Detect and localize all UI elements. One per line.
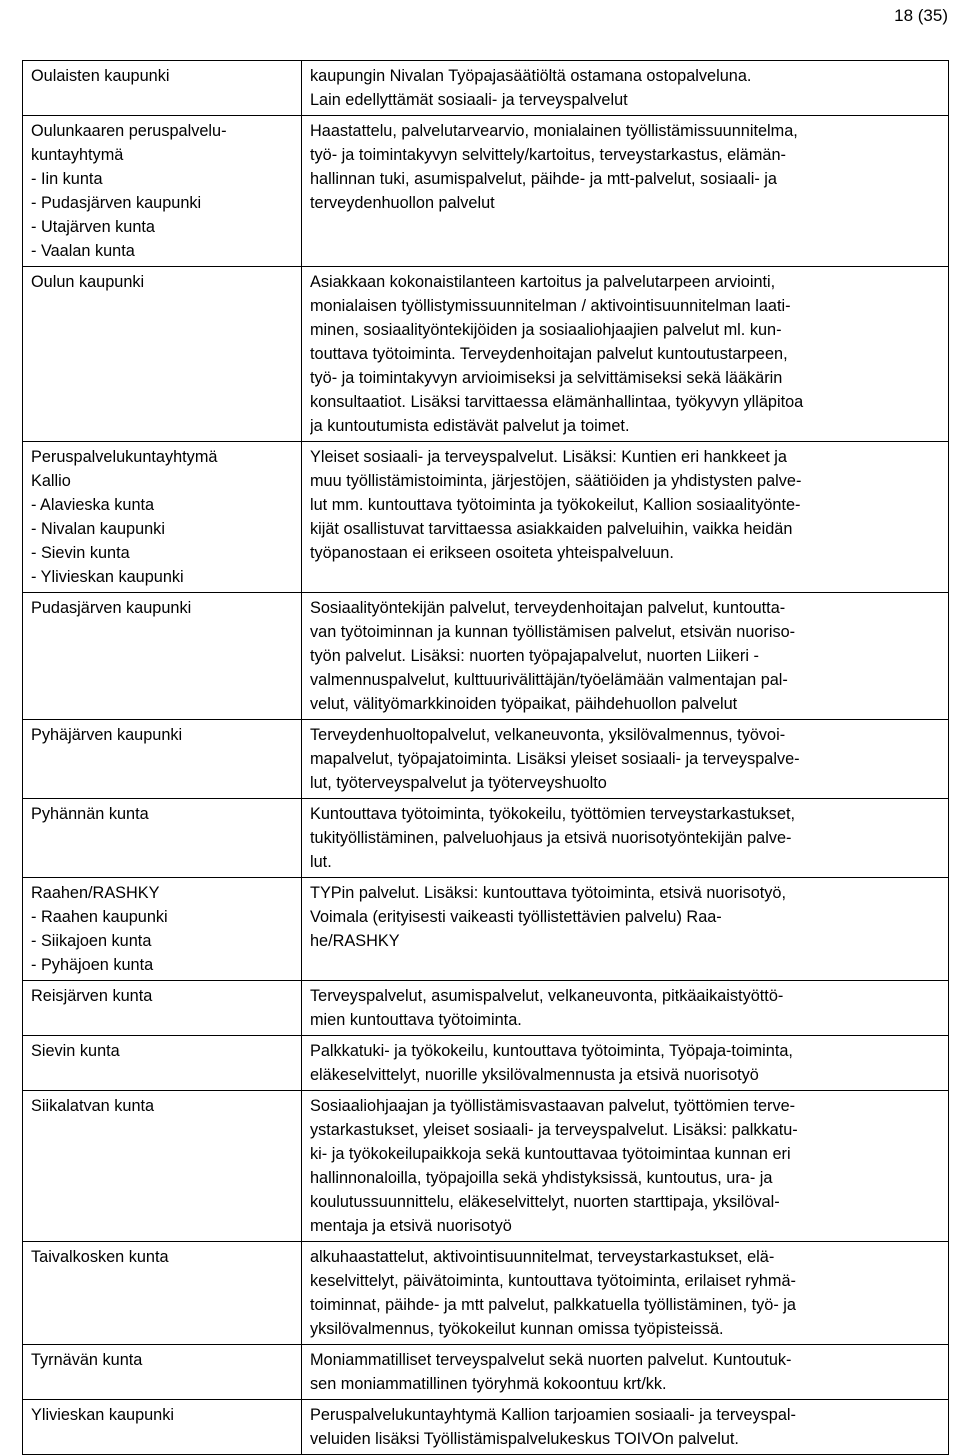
blank-line bbox=[31, 1317, 295, 1341]
municipality-line: Raahen/RASHKY bbox=[31, 884, 160, 902]
table-row bbox=[23, 593, 949, 720]
service-line: työpanostaan ei erikseen osoiteta yhteispalveluun. bbox=[310, 544, 674, 562]
municipality-cell bbox=[23, 799, 302, 878]
blank-line bbox=[31, 1190, 295, 1214]
municipality-cell bbox=[23, 61, 302, 116]
municipality-cell bbox=[23, 878, 302, 981]
service-line: Voimala (erityisesti vaikeasti työllistettävien palvelu) Raa- bbox=[310, 908, 722, 926]
service-line: mapalvelut, työpajatoiminta. Lisäksi yleiset sosiaali- ja terveyspalve- bbox=[310, 750, 800, 768]
municipality-line: - Alavieska kunta bbox=[31, 496, 155, 514]
service-line: hallinnan tuki, asumispalvelut, päihde- ja mtt-palvelut, sosiaali- ja bbox=[310, 170, 777, 188]
blank-line bbox=[31, 1008, 295, 1032]
municipality-line: Pyhännän kunta bbox=[31, 805, 149, 823]
services-cell bbox=[302, 1242, 949, 1345]
blank-line bbox=[31, 668, 295, 692]
service-line: koulutussuunnittelu, eläkeselvittelyt, nuorten starttipaja, yksilöval- bbox=[310, 1193, 780, 1211]
blank-line bbox=[31, 1293, 295, 1317]
municipality-cell bbox=[23, 720, 302, 799]
services-cell bbox=[302, 116, 949, 267]
table-row bbox=[23, 720, 949, 799]
table-body bbox=[23, 61, 949, 1455]
service-line: ystarkastukset, yleiset sosiaali- ja terveyspalvelut. Lisäksi: palkkatu- bbox=[310, 1121, 798, 1139]
table-row bbox=[23, 1242, 949, 1345]
service-line: kijät osallistuvat tarvittaessa asiakkaiden palveluihin, vaikka heidän bbox=[310, 520, 793, 538]
service-line: sen moniammatillinen työryhmä kokoontuu krt/kk. bbox=[310, 1375, 667, 1393]
blank-line bbox=[31, 620, 295, 644]
service-line: Asiakkaan kokonaistilanteen kartoitus ja palvelutarpeen arviointi, bbox=[310, 273, 776, 291]
table-row bbox=[23, 878, 949, 981]
service-line: he/RASHKY bbox=[310, 932, 400, 950]
table-row bbox=[23, 1091, 949, 1242]
services-cell bbox=[302, 981, 949, 1036]
service-line: konsultaatiot. Lisäksi tarvittaessa elämänhallintaa, työkyvyn ylläpitoa bbox=[310, 393, 804, 411]
municipality-line: - Raahen kaupunki bbox=[31, 908, 168, 926]
municipality-cell bbox=[23, 593, 302, 720]
service-line: työn palvelut. Lisäksi: nuorten työpajapalvelut, nuorten Liikeri - bbox=[310, 647, 759, 665]
blank-line bbox=[31, 747, 295, 771]
service-line: lut, työterveyspalvelut ja työterveyshuolto bbox=[310, 774, 607, 792]
service-line: Lain edellyttämät sosiaali- ja terveyspalvelut bbox=[310, 91, 628, 109]
service-line: toiminnat, päihde- ja mtt palvelut, palkkatuella työllistäminen, työ- ja bbox=[310, 1296, 796, 1314]
service-line: työ- ja toimintakyvyn arvioimiseksi ja selvittämiseksi sekä lääkärin bbox=[310, 369, 783, 387]
municipality-line: Pudasjärven kaupunki bbox=[31, 599, 192, 617]
blank-line bbox=[31, 390, 295, 414]
service-line: Terveyspalvelut, asumispalvelut, velkaneuvonta, pitkäaikaistyöttö- bbox=[310, 987, 784, 1005]
blank-line bbox=[31, 1427, 295, 1451]
municipality-line: Oulun kaupunki bbox=[31, 273, 145, 291]
municipality-cell bbox=[23, 442, 302, 593]
service-line: työ- ja toimintakyvyn selvittely/kartoitus, terveystarkastus, elämän- bbox=[310, 146, 786, 164]
municipality-line: Reisjärven kunta bbox=[31, 987, 153, 1005]
service-line: ki- ja työkokeilupaikkoja sekä kuntouttavaa työtoimintaa kunnan eri bbox=[310, 1145, 791, 1163]
table-row bbox=[23, 267, 949, 442]
municipality-line: - Nivalan kaupunki bbox=[31, 520, 165, 538]
municipality-line: - Iin kunta bbox=[31, 170, 103, 188]
service-line: Sosiaalityöntekijän palvelut, terveydenhoitajan palvelut, kuntoutta- bbox=[310, 599, 786, 617]
blank-line bbox=[31, 771, 295, 795]
municipality-cell bbox=[23, 981, 302, 1036]
municipality-cell bbox=[23, 1091, 302, 1242]
service-line: Kuntouttava työtoiminta, työkokeilu, työttömien terveystarkastukset, bbox=[310, 805, 796, 823]
service-line: Sosiaaliohjaajan ja työllistämisvastaavan palvelut, työttömien terve- bbox=[310, 1097, 796, 1115]
service-line: tukityöllistäminen, palveluohjaus ja etsivä nuorisotyöntekijän palve- bbox=[310, 829, 792, 847]
municipality-line: Peruspalvelukuntayhtymä bbox=[31, 448, 218, 466]
services-cell bbox=[302, 1036, 949, 1091]
blank-line bbox=[31, 1118, 295, 1142]
service-line: Peruspalvelukuntayhtymä Kallion tarjoamien sosiaali- ja terveyspal- bbox=[310, 1406, 796, 1424]
service-line: velut, välityömarkkinoiden työpaikat, päihdehuollon palvelut bbox=[310, 695, 738, 713]
blank-line bbox=[31, 414, 295, 438]
service-line: Haastattelu, palvelutarvearvio, monialainen työllistämissuunnitelma, bbox=[310, 122, 798, 140]
service-line: TYPin palvelut. Lisäksi: kuntouttava työtoiminta, etsivä nuorisotyö, bbox=[310, 884, 787, 902]
municipality-line: Tyrnävän kunta bbox=[31, 1351, 143, 1369]
table-row bbox=[23, 1400, 949, 1455]
municipality-line: Oulunkaaren peruspalvelu- bbox=[31, 122, 227, 140]
service-line: muu työllistämistoiminta, järjestöjen, säätiöiden ja yhdistysten palve- bbox=[310, 472, 802, 490]
service-line: terveydenhuollon palvelut bbox=[310, 194, 495, 212]
blank-line bbox=[310, 953, 942, 977]
service-line: Terveydenhuoltopalvelut, velkaneuvonta, yksilövalmennus, työvoi- bbox=[310, 726, 786, 744]
municipality-line: - Ylivieskan kaupunki bbox=[31, 568, 184, 586]
services-cell bbox=[302, 442, 949, 593]
service-line: kaupungin Nivalan Työpajasäätiöltä ostamana ostopalveluna. bbox=[310, 67, 752, 85]
blank-line bbox=[31, 1142, 295, 1166]
municipality-services-table bbox=[22, 60, 949, 1455]
blank-line bbox=[31, 644, 295, 668]
municipality-line: - Pudasjärven kaupunki bbox=[31, 194, 202, 212]
municipality-line: Oulaisten kaupunki bbox=[31, 67, 170, 85]
municipality-line: Siikalatvan kunta bbox=[31, 1097, 155, 1115]
blank-line bbox=[310, 565, 942, 589]
service-line: keselvittelyt, päivätoiminta, kuntouttava työtoiminta, erilaiset ryhmä- bbox=[310, 1272, 796, 1290]
municipality-line: kuntayhtymä bbox=[31, 146, 124, 164]
blank-line bbox=[31, 318, 295, 342]
page-number: 18 (35) bbox=[894, 6, 948, 25]
municipality-line: Sievin kunta bbox=[31, 1042, 120, 1060]
service-line: valmennuspalvelut, kulttuurivälittäjän/työelämään valmentajan pal- bbox=[310, 671, 788, 689]
blank-line bbox=[31, 692, 295, 716]
blank-line bbox=[31, 294, 295, 318]
blank-line bbox=[31, 850, 295, 874]
municipality-line: Ylivieskan kaupunki bbox=[31, 1406, 174, 1424]
municipality-line: - Pyhäjoen kunta bbox=[31, 956, 154, 974]
municipality-cell bbox=[23, 1400, 302, 1455]
service-line: alkuhaastattelut, aktivointisuunnitelmat, terveystarkastukset, elä- bbox=[310, 1248, 775, 1266]
blank-line bbox=[31, 1269, 295, 1293]
services-cell bbox=[302, 1091, 949, 1242]
service-line: eläkeselvittelyt, nuorille yksilövalmennusta ja etsivä nuorisotyö bbox=[310, 1066, 759, 1084]
services-cell bbox=[302, 720, 949, 799]
table-row bbox=[23, 981, 949, 1036]
blank-line bbox=[31, 1166, 295, 1190]
service-line: ja kuntoutumista edistävät palvelut ja toimet. bbox=[310, 417, 630, 435]
service-line: mien kuntouttava työtoiminta. bbox=[310, 1011, 522, 1029]
service-line: hallinnonaloilla, työpajoilla sekä yhdistyksissä, kuntoutus, ura- ja bbox=[310, 1169, 773, 1187]
municipality-cell bbox=[23, 267, 302, 442]
blank-line bbox=[31, 342, 295, 366]
table-row bbox=[23, 442, 949, 593]
services-cell bbox=[302, 878, 949, 981]
services-cell bbox=[302, 267, 949, 442]
services-cell bbox=[302, 1400, 949, 1455]
table-row bbox=[23, 1345, 949, 1400]
blank-line bbox=[310, 215, 942, 239]
municipality-line: - Vaalan kunta bbox=[31, 242, 135, 260]
service-line: monialaisen työllistymissuunnitelman / aktivointisuunnitelman laati- bbox=[310, 297, 791, 315]
municipality-line: - Utajärven kunta bbox=[31, 218, 155, 236]
municipality-line: Taivalkosken kunta bbox=[31, 1248, 169, 1266]
service-line: lut. bbox=[310, 853, 332, 871]
services-cell bbox=[302, 799, 949, 878]
municipality-line: Kallio bbox=[31, 472, 71, 490]
table-row bbox=[23, 116, 949, 267]
service-line: minen, sosiaalityöntekijöiden ja sosiaaliohjaajien palvelut ml. kun- bbox=[310, 321, 782, 339]
service-line: mentaja ja etsivä nuorisotyö bbox=[310, 1217, 512, 1235]
services-cell bbox=[302, 1345, 949, 1400]
blank-line bbox=[31, 826, 295, 850]
services-cell bbox=[302, 593, 949, 720]
service-line: Palkkatuki- ja työkokeilu, kuntouttava työtoiminta, Työpaja-toiminta, bbox=[310, 1042, 793, 1060]
service-line: Yleiset sosiaali- ja terveyspalvelut. Lisäksi: Kuntien eri hankkeet ja bbox=[310, 448, 787, 466]
service-line: lut mm. kuntouttava työtoiminta ja työkokeilut, Kallion sosiaalityönte- bbox=[310, 496, 801, 514]
municipality-cell bbox=[23, 1242, 302, 1345]
table-row bbox=[23, 61, 949, 116]
municipality-line: - Sievin kunta bbox=[31, 544, 130, 562]
services-cell bbox=[302, 61, 949, 116]
service-line: Moniammatilliset terveyspalvelut sekä nuorten palvelut. Kuntoutuk- bbox=[310, 1351, 792, 1369]
blank-line bbox=[310, 239, 942, 263]
service-line: veluiden lisäksi Työllistämispalvelukeskus TOIVOn palvelut. bbox=[310, 1430, 739, 1448]
municipality-cell bbox=[23, 116, 302, 267]
municipality-line: - Siikajoen kunta bbox=[31, 932, 152, 950]
municipality-cell bbox=[23, 1036, 302, 1091]
municipality-line: Pyhäjärven kaupunki bbox=[31, 726, 183, 744]
service-line: van työtoiminnan ja kunnan työllistämisen palvelut, etsivän nuoriso- bbox=[310, 623, 796, 641]
blank-line bbox=[31, 1063, 295, 1087]
service-line: touttava työtoiminta. Terveydenhoitajan palvelut kuntoutustarpeen, bbox=[310, 345, 788, 363]
table-row bbox=[23, 799, 949, 878]
blank-line bbox=[31, 366, 295, 390]
service-line: yksilövalmennus, työkokeilut kunnan omissa työpisteissä. bbox=[310, 1320, 724, 1338]
blank-line bbox=[31, 1372, 295, 1396]
blank-line bbox=[31, 1214, 295, 1238]
table-row bbox=[23, 1036, 949, 1091]
municipality-cell bbox=[23, 1345, 302, 1400]
